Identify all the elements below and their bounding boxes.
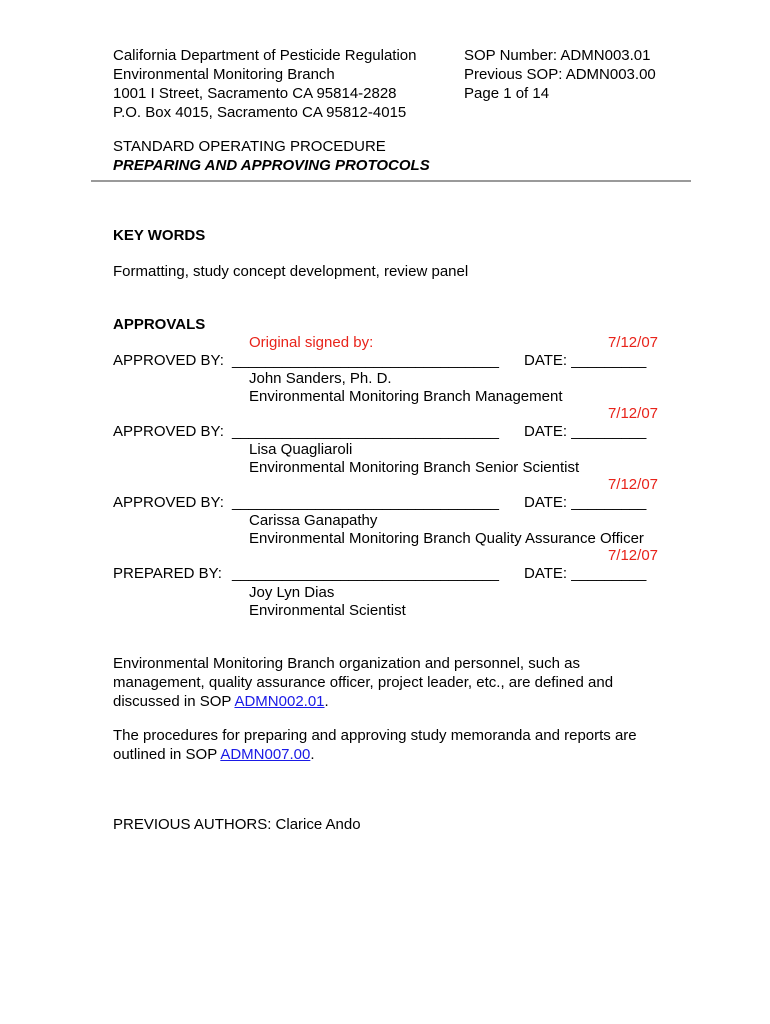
street-address: 1001 I Street, Sacramento CA 95814-2828 — [113, 85, 397, 102]
approval-date-2: 7/12/07 — [607, 405, 658, 422]
signer-name-2: Lisa Quagliaroli — [249, 441, 353, 458]
previous-authors: PREVIOUS AUTHORS: Clarice Ando — [113, 816, 361, 833]
signature-line-4: ________________________________ — [232, 565, 499, 582]
approvals-heading: APPROVALS — [113, 316, 206, 333]
approval-date-3: 7/12/07 — [607, 476, 658, 493]
po-box-address: P.O. Box 4015, Sacramento CA 95812-4015 — [113, 104, 407, 121]
approval-date-1: 7/12/07 — [607, 334, 658, 351]
date-field-4: DATE: _________ — [524, 565, 647, 582]
branch-name: Environmental Monitoring Branch — [113, 66, 335, 83]
signer-title-3: Environmental Monitoring Branch Quality Assurance Officer — [249, 530, 644, 547]
signer-title-1: Environmental Monitoring Branch Management — [249, 388, 563, 405]
sop-info-block — [464, 46, 656, 103]
sop-admn002-link[interactable]: ADMN002.01 — [234, 693, 325, 710]
signature-line-2: ________________________________ — [232, 423, 499, 440]
organization-paragraph: Environmental Monitoring Branch organization and personnel, such as management, quality assurance officer, project leader, etc., are defined and discussed in SOP ADMN002.01. — [113, 655, 614, 710]
signer-title-2: Environmental Monitoring Branch Senior Scientist — [249, 459, 580, 476]
approved-by-label-2: APPROVED BY: — [113, 423, 224, 440]
keywords-heading: KEY WORDS — [113, 227, 206, 244]
procedures-paragraph: The procedures for preparing and approving study memoranda and reports are outlined in SOP ADMN007.00. — [113, 727, 637, 763]
date-field-1: DATE: _________ — [524, 352, 647, 369]
signature-line-1: ________________________________ — [232, 352, 499, 369]
page-number: Page 1 of 14 — [464, 85, 550, 102]
agency-address-block — [113, 46, 417, 122]
agency-name: California Department of Pesticide Regulation — [113, 47, 417, 64]
prepared-by-label: PREPARED BY: — [113, 565, 222, 582]
document-title — [113, 137, 430, 175]
title-line-2: PREPARING AND APPROVING PROTOCOLS — [113, 157, 430, 174]
approved-by-label-1: APPROVED BY: — [113, 352, 224, 369]
approved-by-label-3: APPROVED BY: — [113, 494, 224, 511]
signature-line-3: ________________________________ — [232, 494, 499, 511]
signer-name-3: Carissa Ganapathy — [249, 512, 378, 529]
approval-date-4: 7/12/07 — [607, 547, 658, 564]
original-signed-note: Original signed by: — [249, 334, 374, 351]
preparer-title: Environmental Scientist — [249, 602, 406, 619]
date-field-3: DATE: _________ — [524, 494, 647, 511]
keywords-text: Formatting, study concept development, review panel — [113, 263, 469, 280]
date-field-2: DATE: _________ — [524, 423, 647, 440]
preparer-name: Joy Lyn Dias — [249, 584, 335, 601]
previous-sop: Previous SOP: ADMN003.00 — [464, 66, 656, 83]
title-divider — [91, 180, 691, 182]
title-line-1: STANDARD OPERATING PROCEDURE — [113, 138, 386, 155]
sop-admn007-link[interactable]: ADMN007.00 — [220, 746, 311, 763]
signer-name-1: John Sanders, Ph. D. — [249, 370, 392, 387]
sop-number: SOP Number: ADMN003.01 — [464, 47, 651, 64]
